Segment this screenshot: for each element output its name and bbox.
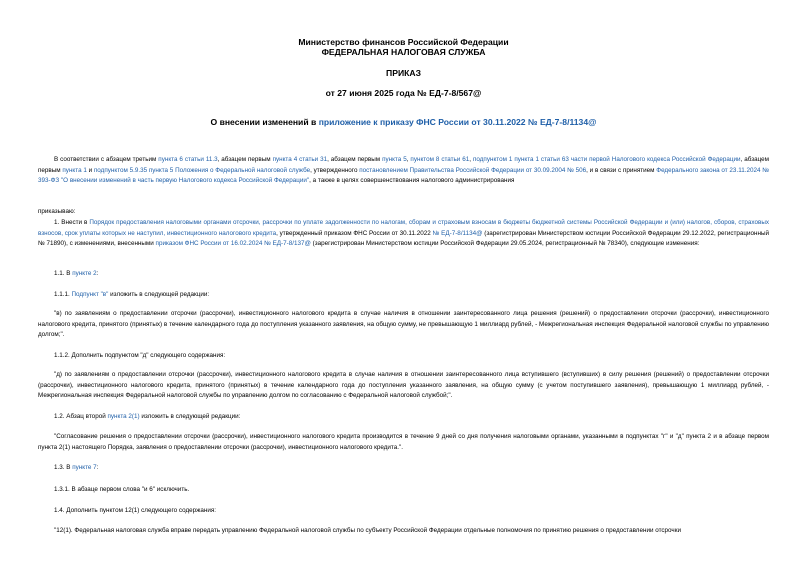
item-1 [38,218,769,250]
quote-d: "д) по заявлениям о предоставлении отсрочки (рассрочки), инвестиционного налогового кредита в случае наличия в отношении заинтересованного лица вступившего (вступивших) в силу решения (решений) о предоставлении отсрочки (рассрочки), инвестиционного налогового кредита, принятого (принятых) в течение календарного года до поступления указанного заявления, на общую сумму (с учетом поступившего заявления), превышающую 1 миллиард рублей, - Межрегиональная инспекция Федеральной налоговой службы по управлению долгом по согласованию с Федеральной налоговой службой;". [38,371,769,399]
title-link[interactable]: приложение к приказу ФНС России от 30.11.2022 № ЕД-7-8/1134@ [318,117,597,127]
doc-title [0,117,807,127]
amend-order-link[interactable]: приказом ФНС России от 16.02.2024 № ЕД-7-8/137@ [155,240,311,247]
preamble-text: , абзацем первым [38,156,770,174]
preamble-text: В соответствии с абзацем третьим [54,156,159,163]
item-text: 1.1.1. [54,291,72,298]
subitem-1-4: 1.4. Дополнить пунктом 12(1) следующего содержания: [54,507,217,514]
subpoint-v-link[interactable]: Подпункт "в" [71,291,109,298]
preamble-text: и [86,166,94,174]
item-text: 1.2. Абзац второй [54,413,108,420]
preamble-text: , абзацем первым [327,156,383,163]
point-7-link[interactable]: пункте 7 [72,464,97,471]
item-text: (зарегистрирован Министерством юстиции Российской Федерации 29.12.2022, регистрационный № 71890), с изменениями, внесенными [38,229,770,247]
subitem-1-3 [38,463,769,474]
procedure-link[interactable]: Порядок предоставления налоговыми органами отсрочки, рассрочки по уплате задолженности по налогам, сборам и страховым взносам в бюджеты бюджетной системы Российской Федерации и (или) налогов, сборов, страховых взносов, срок уплаты которых не наступил, инвестиционного налогового кредита [38,219,770,237]
preamble-link[interactable]: постановлением Правительства Российской Федерации от 30.09.2004 № 506 [359,166,587,174]
preamble-link[interactable]: подпунктом 1 пункта 1 статьи 63 части первой Налогового кодекса Российской Федерации [472,156,741,163]
preamble-text: , а также в целях совершенствования налогового администрирования [309,177,515,184]
preamble-text: , абзацем первым [217,156,273,163]
quote-v: "в) по заявлениям о предоставлении отсрочки (рассрочки), инвестиционного налогового кредита в случае наличия в отношении заинтересованного лица решения (решений) о предоставлении отсрочки (рассрочки), инвестиционного налогового кредита, принятого (принятых) в течение календарного года до поступления указанного заявления, на общую сумму, не превышающую 1 миллиард рублей, - Межрегиональная инспекция Федеральной налоговой службы по управлению долгом;". [38,310,769,338]
quote-2-1: "Согласование решения о предоставлении отсрочки (рассрочки), инвестиционного налогового кредита производится в течение 9 дней со дня получения налоговыми органами, указанными в подпунктах "г" и "д" пункта 2 и в абзаце первом пункта 2(1) настоящего Порядка, заявления о предоставлении отсрочки (рассрочки), инвестиционного налогового кредита.". [38,433,769,451]
item-text: , утвержденный приказом ФНС России от 30.11.2022 [276,229,433,237]
title-prefix: О внесении изменений в [210,117,319,127]
item-text: изложить в следующей редакции: [139,413,241,420]
subitem-1-1-2: 1.1.2. Дополнить подпунктом "д" следующего содержания: [54,352,226,359]
preamble-link[interactable]: подпунктом 5.9.35 пункта 5 Положения о Федеральной налоговой службе [93,166,311,174]
point-2-1-link[interactable]: пункта 2(1) [107,413,140,420]
preamble-link[interactable]: пункта 5 [382,156,407,163]
quote-12-1: "12(1). Федеральная налоговая служба вправе передать управлению Федеральной налоговой службы по субъекту Российской Федерации отдельные полномочия по принятию решения о предоставлении отсрочки [54,527,681,534]
preamble-link[interactable]: пунктом 8 статьи 61 [410,156,470,163]
item-text: (зарегистрирован Министерством юстиции Российской Федерации 29.05.2024, регистрационный № 78340), следующие изменения: [310,240,700,247]
preamble [38,155,769,187]
preamble-text: , [406,156,411,163]
doc-type: ПРИКАЗ [386,68,421,78]
preamble-text: , и в связи с принятием [586,166,657,174]
preamble-link[interactable]: пункта 6 статьи 11.3 [158,156,218,163]
subitem-1-1-1 [38,290,769,301]
item-text: : [96,464,99,471]
service-name: ФЕДЕРАЛЬНАЯ НАЛОГОВАЯ СЛУЖБА [321,47,486,57]
doc-date-number: от 27 июня 2025 года № ЕД-7-8/567@ [325,88,482,98]
order-link[interactable]: № ЕД-7-8/1134@ [432,229,483,237]
item-text: 1. Внести в [54,219,90,226]
item-text: 1.1. В [54,270,73,277]
preamble-link[interactable]: Федерального закона от 23.11.2024 № 393-ФЗ "О внесении изменений в часть первую Налогового кодекса Российской Федерации" [38,166,769,184]
item-text: изложить в следующей редакции: [108,291,210,298]
subitem-1-3-1: 1.3.1. В абзаце первом слова "и 6" исключить. [54,486,190,493]
point-2-link[interactable]: пункте 2 [72,270,97,277]
item-text: 1.3. В [54,464,73,471]
preamble-link[interactable]: пункта 4 статьи 31 [272,156,328,163]
ministry-name: Министерство финансов Российской Федерации [298,37,509,47]
preamble-text: , утвержденного [310,166,360,174]
subitem-1-2 [38,412,769,423]
subitem-1-1 [38,269,769,280]
order-word: приказываю: [38,208,76,215]
item-text: : [96,270,99,277]
preamble-text: , [469,156,473,163]
preamble-link[interactable]: пункта 1 [62,166,87,174]
